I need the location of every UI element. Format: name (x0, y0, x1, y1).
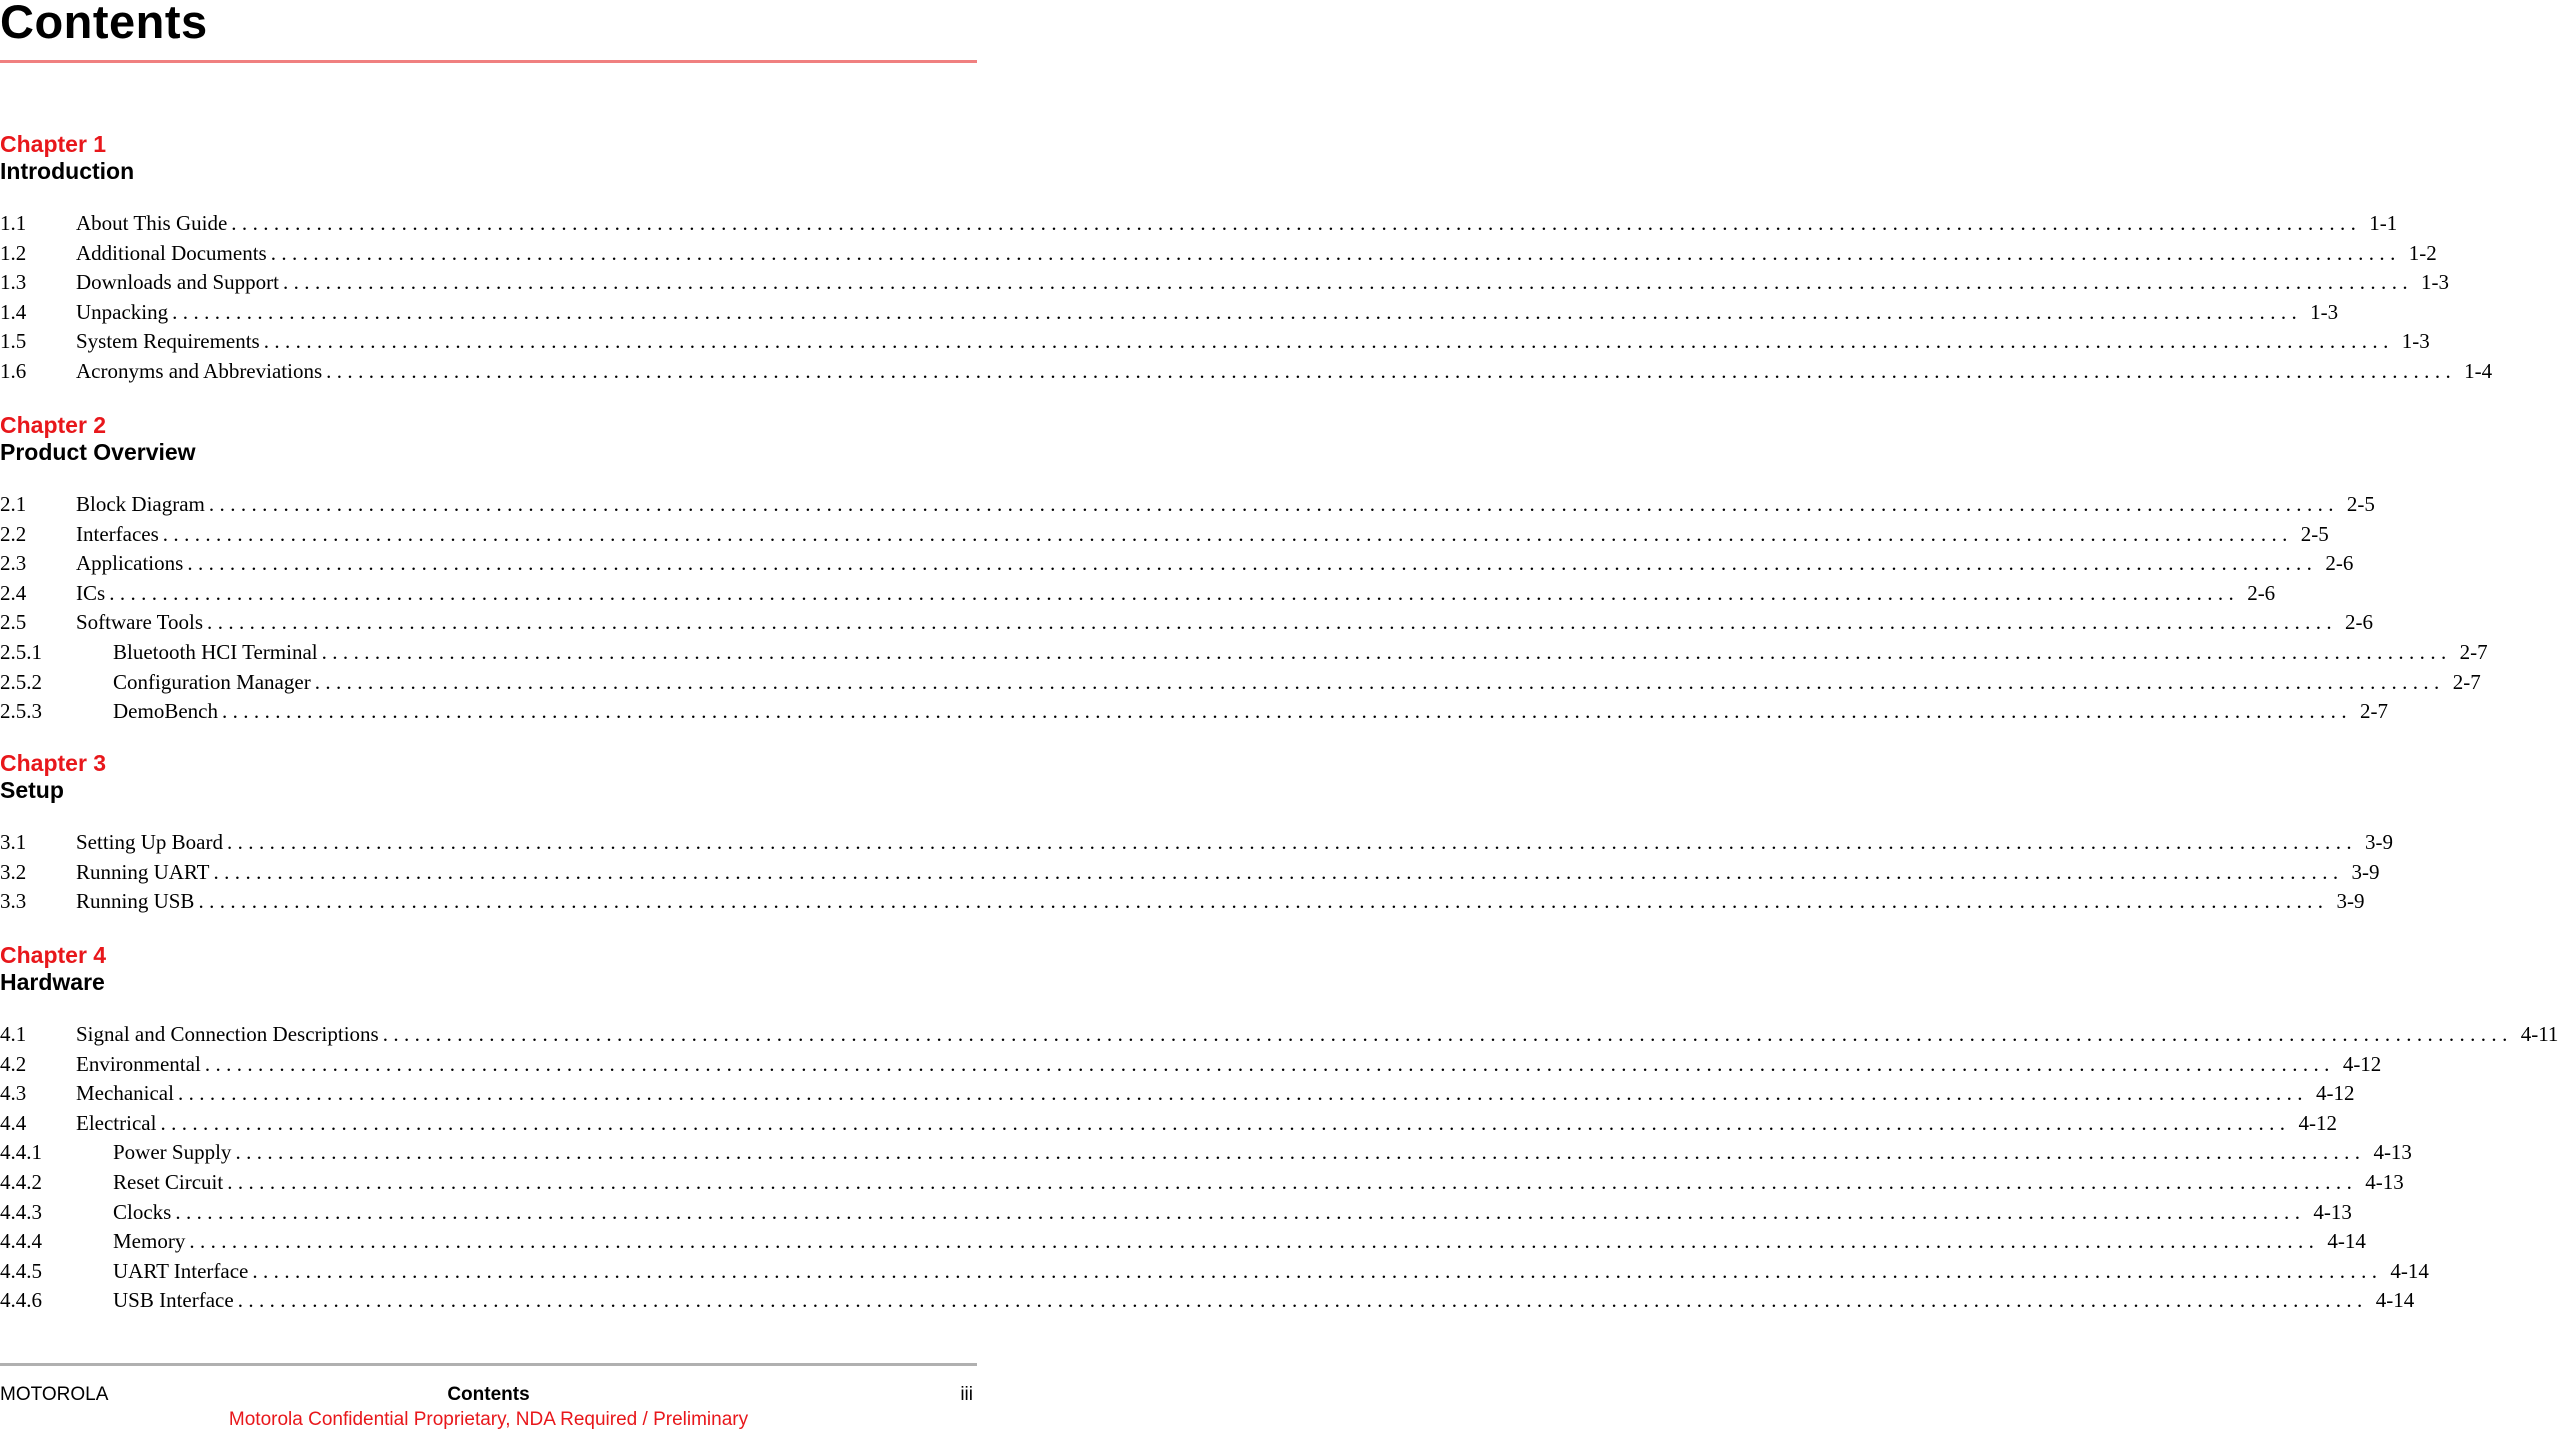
toc-entry-page: 4-11 (2520, 1022, 2558, 1046)
toc-entry-label: Signal and Connection Descriptions (76, 1020, 383, 1050)
toc-entry-label: ICs (76, 579, 109, 609)
toc-entry-page: 4-12 (2315, 1081, 2355, 1106)
toc-entry[interactable] (0, 1198, 2352, 1228)
toc-entry-number: 1.6 (0, 358, 27, 383)
dot-leader: ........................................................................................................................................................................................................ (213, 859, 2344, 884)
toc-entry-label: System Requirements (76, 327, 264, 357)
dot-leader: ........................................................................................................................................................................................................ (231, 211, 2362, 235)
toc-entry-label: Downloads and Support (76, 268, 283, 298)
toc-entry-page: 4-13 (2373, 1140, 2412, 1165)
toc-entry[interactable] (0, 887, 2365, 917)
toc-entry-body (76, 828, 2393, 858)
toc-entry-label: USB Interface (113, 1286, 238, 1316)
dot-leader: ........................................................................................................................................................................................................ (227, 830, 2357, 854)
toc-entry[interactable] (0, 1050, 2382, 1080)
toc-entry-label: Acronyms and Abbreviations (76, 357, 326, 387)
toc-entry-body (113, 668, 2481, 698)
footer-company: MOTOROLA (0, 1384, 109, 1405)
toc-entry-label: Electrical (76, 1109, 160, 1139)
toc-entry-number: 4.4.1 (0, 1140, 42, 1165)
toc-entry-body (113, 638, 2488, 668)
toc-entry-number: 4.3 (0, 1081, 27, 1106)
dot-leader: ........................................................................................................................................................................................................ (314, 669, 2445, 694)
toc-entry-page: 4-12 (2298, 1110, 2337, 1135)
toc-entry[interactable] (0, 608, 2374, 638)
toc-entry-body (76, 268, 2449, 298)
toc-entry-page: 3-9 (2351, 859, 2380, 884)
dot-leader: ........................................................................................................................................................................................................ (382, 1022, 2513, 1046)
footer-section: Contents (447, 1384, 530, 1405)
toc-entry-body (113, 1198, 2352, 1228)
toc-entry-body (76, 520, 2329, 550)
toc-entry[interactable] (0, 828, 2393, 858)
toc-entry-page: 4-14 (2390, 1258, 2429, 1283)
toc-entry-body (76, 1020, 2558, 1050)
toc-entry-list (0, 209, 2493, 387)
toc-entry-page: 1-3 (2401, 329, 2430, 354)
chapter-section (0, 750, 2393, 917)
toc-entry-label: About This Guide (76, 209, 231, 239)
toc-entry-body (76, 1050, 2382, 1080)
toc-entry-page: 1-3 (2310, 299, 2339, 324)
dot-leader: ........................................................................................................................................................................................................ (283, 270, 2413, 295)
toc-entry-label: Environmental (76, 1050, 205, 1080)
chapter-section (0, 942, 2558, 1316)
toc-entry-body (76, 327, 2430, 357)
toc-entry-page: 3-9 (2365, 830, 2393, 854)
toc-entry[interactable] (0, 1257, 2429, 1287)
toc-entry-page: 2-5 (2300, 521, 2329, 546)
toc-entry-label: Clocks (113, 1198, 175, 1228)
dot-leader: ........................................................................................................................................................................................................ (172, 299, 2303, 324)
toc-entry-number: 4.4.3 (0, 1199, 42, 1224)
toc-entry-label: Software Tools (76, 608, 207, 638)
chapter-number: Chapter 1 (0, 131, 107, 157)
toc-entry-page: 1-3 (2421, 270, 2449, 295)
chapter-title: Setup (0, 777, 64, 803)
toc-entry[interactable] (0, 357, 2493, 387)
toc-entry-page: 2-6 (2325, 551, 2354, 576)
title-divider (0, 60, 977, 63)
chapter-title: Introduction (0, 158, 135, 184)
toc-entry-page: 4-13 (2313, 1199, 2352, 1224)
page-footer (0, 1383, 977, 1407)
dot-leader: ........................................................................................................................................................................................................ (207, 610, 2338, 635)
dot-leader: ........................................................................................................................................................................................................ (221, 699, 2352, 724)
toc-entry-number: 4.4.4 (0, 1229, 42, 1254)
toc-entry-page: 2-5 (2346, 492, 2375, 516)
toc-entry-number: 4.2 (0, 1051, 27, 1076)
toc-entry-label: Configuration Manager (113, 668, 315, 698)
toc-entry-number: 1.2 (0, 240, 27, 265)
confidentiality-notice: Motorola Confidential Proprietary, NDA Required / Preliminary (228, 1409, 749, 1430)
toc-entry-body (76, 298, 2339, 328)
dot-leader: ........................................................................................................................................................................................................ (204, 1051, 2335, 1076)
toc-entry-list (0, 490, 2488, 727)
toc-entry[interactable] (0, 697, 2388, 727)
toc-entry-number: 2.2 (0, 521, 27, 546)
toc-entry[interactable] (0, 1138, 2412, 1168)
toc-entry[interactable] (0, 298, 2339, 328)
toc-entry-number: 3.3 (0, 889, 27, 914)
toc-entry-number: 1.4 (0, 299, 27, 324)
toc-entry-body (76, 490, 2375, 520)
chapter-section (0, 412, 2488, 727)
dot-leader: ........................................................................................................................................................................................................ (321, 639, 2452, 664)
toc-entry-page: 4-13 (2365, 1169, 2404, 1194)
chapter-section (0, 131, 2493, 387)
toc-entry-page: 2-7 (2459, 639, 2488, 664)
toc-entry-number: 4.4.6 (0, 1288, 42, 1313)
toc-entry-page: 2-6 (2247, 580, 2276, 605)
toc-entry[interactable] (0, 209, 2398, 239)
toc-entry[interactable] (0, 638, 2488, 668)
toc-entry[interactable] (0, 579, 2276, 609)
toc-entry-number: 2.5.1 (0, 639, 42, 664)
dot-leader: ........................................................................................................................................................................................................ (187, 551, 2318, 576)
dot-leader: ........................................................................................................................................................................................................ (175, 1199, 2306, 1224)
toc-entry-label: DemoBench (113, 697, 222, 727)
dot-leader: ........................................................................................................................................................................................................ (227, 1169, 2358, 1194)
toc-entry-number: 2.5.3 (0, 699, 42, 724)
footer-page-number: iii (960, 1384, 973, 1405)
toc-entry-label: Reset Circuit (113, 1168, 227, 1198)
toc-entry[interactable] (0, 490, 2375, 520)
toc-entry[interactable] (0, 1168, 2404, 1198)
toc-entry-body (76, 239, 2437, 269)
toc-entry[interactable] (0, 858, 2380, 888)
chapter-title: Hardware (0, 969, 105, 995)
toc-entry-body (76, 608, 2374, 638)
toc-entry-label: UART Interface (113, 1257, 252, 1287)
dot-leader: ........................................................................................................................................................................................................ (252, 1258, 2383, 1283)
toc-entry-body (113, 1286, 2415, 1316)
dot-leader: ........................................................................................................................................................................................................ (326, 358, 2457, 383)
toc-entry-body (76, 1079, 2355, 1109)
toc-entry-label: Running UART (76, 858, 214, 888)
toc-entry-page: 4-12 (2342, 1051, 2382, 1076)
toc-entry-label: Running USB (76, 887, 198, 917)
dot-leader: ........................................................................................................................................................................................................ (189, 1229, 2320, 1254)
toc-entry[interactable] (0, 1286, 2415, 1316)
toc-entry-label: Memory (113, 1227, 189, 1257)
dot-leader: ........................................................................................................................................................................................................ (263, 329, 2394, 354)
toc-entry-label: Power Supply (113, 1138, 235, 1168)
toc-entry-body (113, 1257, 2429, 1287)
toc-entry-number: 1.3 (0, 270, 27, 295)
toc-entry-body (76, 357, 2493, 387)
toc-entry-number: 3.2 (0, 859, 27, 884)
toc-entry-label: Applications (76, 549, 187, 579)
dot-leader: ........................................................................................................................................................................................................ (162, 521, 2293, 546)
toc-entry-page: 4-14 (2375, 1288, 2415, 1313)
toc-entry-label: Mechanical (76, 1079, 178, 1109)
toc-entry[interactable] (0, 549, 2354, 579)
toc-entry-page: 2-7 (2359, 699, 2388, 724)
toc-entry[interactable] (0, 1079, 2355, 1109)
page-title: Contents (0, 0, 208, 48)
dot-leader: ........................................................................................................................................................................................................ (198, 889, 2329, 914)
toc-entry-body (76, 1109, 2337, 1139)
toc-entry-page: 1-2 (2408, 240, 2437, 265)
dot-leader: ........................................................................................................................................................................................................ (235, 1140, 2366, 1165)
toc-entry-number: 2.5.2 (0, 669, 42, 694)
toc-entry-page: 4-14 (2327, 1229, 2366, 1254)
dot-leader: ........................................................................................................................................................................................................ (208, 492, 2339, 516)
toc-entry[interactable] (0, 668, 2481, 698)
toc-entry-label: Interfaces (76, 520, 163, 550)
chapter-number: Chapter 4 (0, 942, 107, 968)
toc-entry-body (113, 697, 2388, 727)
toc-entry-body (76, 858, 2380, 888)
toc-entry-number: 1.1 (0, 211, 27, 235)
toc-entry-page: 2-7 (2452, 669, 2481, 694)
toc-entry-label: Additional Documents (76, 239, 271, 269)
dot-leader: ........................................................................................................................................................................................................ (177, 1081, 2308, 1106)
dot-leader: ........................................................................................................................................................................................................ (160, 1110, 2291, 1135)
toc-entry[interactable] (0, 268, 2449, 298)
toc-entry-page: 1-4 (2464, 358, 2493, 383)
toc-entry-body (113, 1168, 2404, 1198)
toc-entry-number: 3.1 (0, 830, 27, 854)
toc-entry-page: 2-6 (2345, 610, 2374, 635)
toc-entry-number: 4.4.2 (0, 1169, 42, 1194)
chapter-number: Chapter 3 (0, 750, 107, 776)
toc-entry-number: 2.4 (0, 580, 27, 605)
toc-entry-body (76, 209, 2398, 239)
toc-entry[interactable] (0, 1020, 2558, 1050)
toc-entry[interactable] (0, 1227, 2366, 1257)
toc-entry-list (0, 1020, 2558, 1316)
toc-entry-body (113, 1138, 2412, 1168)
dot-leader: ........................................................................................................................................................................................................ (109, 580, 2240, 605)
toc-entry-number: 4.4.5 (0, 1258, 42, 1283)
toc-entry-label: Unpacking (76, 298, 172, 328)
toc-entry-number: 2.3 (0, 551, 27, 576)
toc-entry[interactable] (0, 1109, 2337, 1139)
toc-entry-label: Setting Up Board (76, 828, 227, 858)
footer-divider (0, 1363, 977, 1366)
toc-entry-body (76, 887, 2365, 917)
toc-entry-body (76, 579, 2276, 609)
dot-leader: ........................................................................................................................................................................................................ (237, 1288, 2368, 1313)
chapter-number: Chapter 2 (0, 412, 107, 438)
toc-entry-number: 1.5 (0, 329, 27, 354)
toc-entry-label: Block Diagram (76, 490, 209, 520)
toc-entry[interactable] (0, 327, 2430, 357)
toc-entry-number: 2.5 (0, 610, 27, 635)
toc-entry-page: 3-9 (2336, 889, 2365, 914)
toc-entry[interactable] (0, 239, 2437, 269)
toc-entry-body (76, 549, 2354, 579)
toc-entry-number: 2.1 (0, 492, 27, 516)
toc-entry-body (113, 1227, 2366, 1257)
chapter-title: Product Overview (0, 439, 196, 465)
toc-entry-label: Bluetooth HCI Terminal (113, 638, 322, 668)
toc-entry-number: 4.1 (0, 1022, 27, 1046)
dot-leader: ........................................................................................................................................................................................................ (270, 240, 2401, 265)
toc-entry-list (0, 828, 2393, 917)
toc-entry[interactable] (0, 520, 2329, 550)
toc-entry-page: 1-1 (2369, 211, 2398, 235)
toc-entry-number: 4.4 (0, 1110, 27, 1135)
